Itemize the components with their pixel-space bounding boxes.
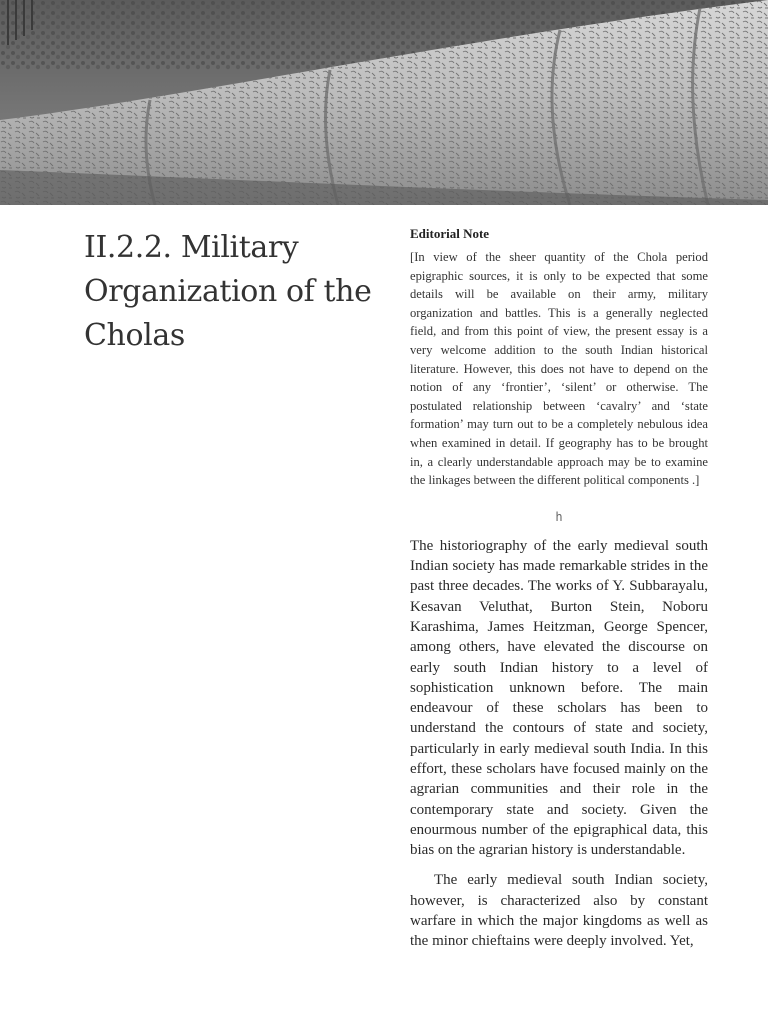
inscribed-pillar-image <box>0 0 768 205</box>
banner-photo <box>0 0 768 205</box>
chapter-title: II.2.2. Military Organization of the Cholas <box>84 230 372 353</box>
body-paragraph-1: The historiography of the early medieval south Indian society has made remarkable strides in the past three decades. The works of Y. Subbarayalu, Kesavan Veluthat, Burton Stein, Noboru Karashima, James Heitzman, George Spencer, among others, have elevated the discourse on early south Indian history to a level of sophistication unknown before. The main endeavour of these scholars has been to understand the contours of state and society, particularly in early medieval south India. In this effort, these scholars have focused mainly on the agrarian communities and their role in the contemporary state and society. Given the enourmous number of the epigraphical data, this bias on the agrarian history is understandable. <box>410 537 708 859</box>
body-paragraph-2: The early medieval south Indian society, however, is characterized also by constant warfare in which the major kingdoms as well as the minor chieftains were deeply involved. Yet, <box>410 872 708 950</box>
editorial-note-heading: Editorial Note <box>410 226 490 241</box>
right-column <box>410 226 708 952</box>
editorial-note-text: [In view of the sheer quantity of the Chola period epigraphic sources, it is only to be expected that some details will be available on their army, military organization and battles. This is a generally neglected field, and from this point of view, the present essay is a very welcome addition to the south Indian historical literature. However, this does not have to depend on the notion of any ‘frontier’, ‘silent’ or otherwise. The postulated relationship between ‘cavalry’ and ‘state formation’ may turn out to be a completely nebulous idea when examined in detail. If geography has to be brought in, a clearly understandable approach may be to examine the linkages between the different political components .] <box>410 250 708 488</box>
section-ornament: h <box>555 509 563 524</box>
